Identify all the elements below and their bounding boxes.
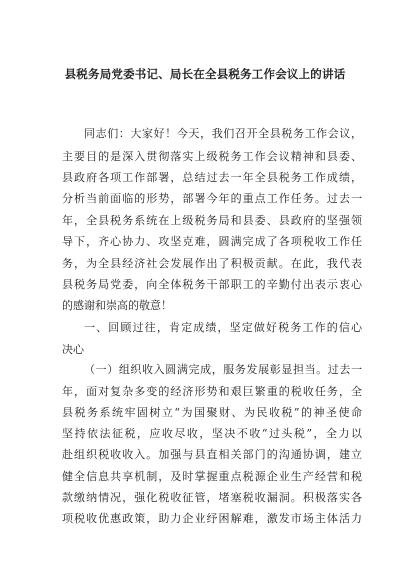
paragraph-line: 分析当前面临的形势，部署今年的重点工作任务。过去一: [62, 192, 362, 205]
document-title: 县税务局党委书记、局长在全县税务工作会议上的讲话: [64, 67, 346, 81]
paragraph-line: 坚持依法征税，应收尽收，坚决不收“过头税”，全力以: [62, 427, 362, 440]
paragraph-line: 款缴纳情况，强化税收征管，堵塞税收漏洞。积极落实各: [62, 491, 362, 504]
paragraph-line: 的感谢和崇高的敬意！: [62, 299, 172, 312]
paragraph-line: 项税收优惠政策，助力企业纾困解难，激发市场主体活力: [62, 512, 362, 525]
paragraph-line: 赴组织税收收入。加强与县直相关部门的沟通协调，建立: [62, 448, 362, 461]
paragraph-line: 县政府各项工作部署，总结过去一年全县税务工作成绩，: [62, 171, 362, 184]
paragraph-line: 决心: [62, 343, 84, 356]
paragraph-line: 健全信息共享机制，及时掌握重点税源企业生产经营和税: [62, 470, 362, 483]
paragraph-line: 同志们：大家好！今天，我们召开全县税务工作会议，: [84, 127, 362, 140]
paragraph-line: 县税务局党委，向全体税务干部职工的辛勤付出表示衷心: [62, 278, 362, 291]
paragraph-line: （一）组织收入圆满完成，服务发展彰显担当。过去一: [84, 363, 362, 376]
paragraph-line: 县税务系统牢固树立“为国聚财、为民收税”的神圣使命: [62, 406, 362, 419]
paragraph-line: 导下，齐心协力、攻坚克难，圆满完成了各项税收工作任: [62, 235, 362, 248]
paragraph-line: 务，为全县经济社会发展作出了积极贡献。在此，我代表: [62, 257, 362, 270]
paragraph-line: 年，面对复杂多变的经济形势和艰巨繁重的税收任务，全: [62, 385, 362, 398]
paragraph-line: 年，全县税务系统在上级税务局和县委、县政府的坚强领: [62, 214, 362, 227]
paragraph-line: 主要目的是深入贯彻落实上级税务工作会议精神和县委、: [62, 150, 362, 163]
paragraph-line: 一、回顾过往，肯定成绩，坚定做好税务工作的信心: [84, 321, 362, 334]
